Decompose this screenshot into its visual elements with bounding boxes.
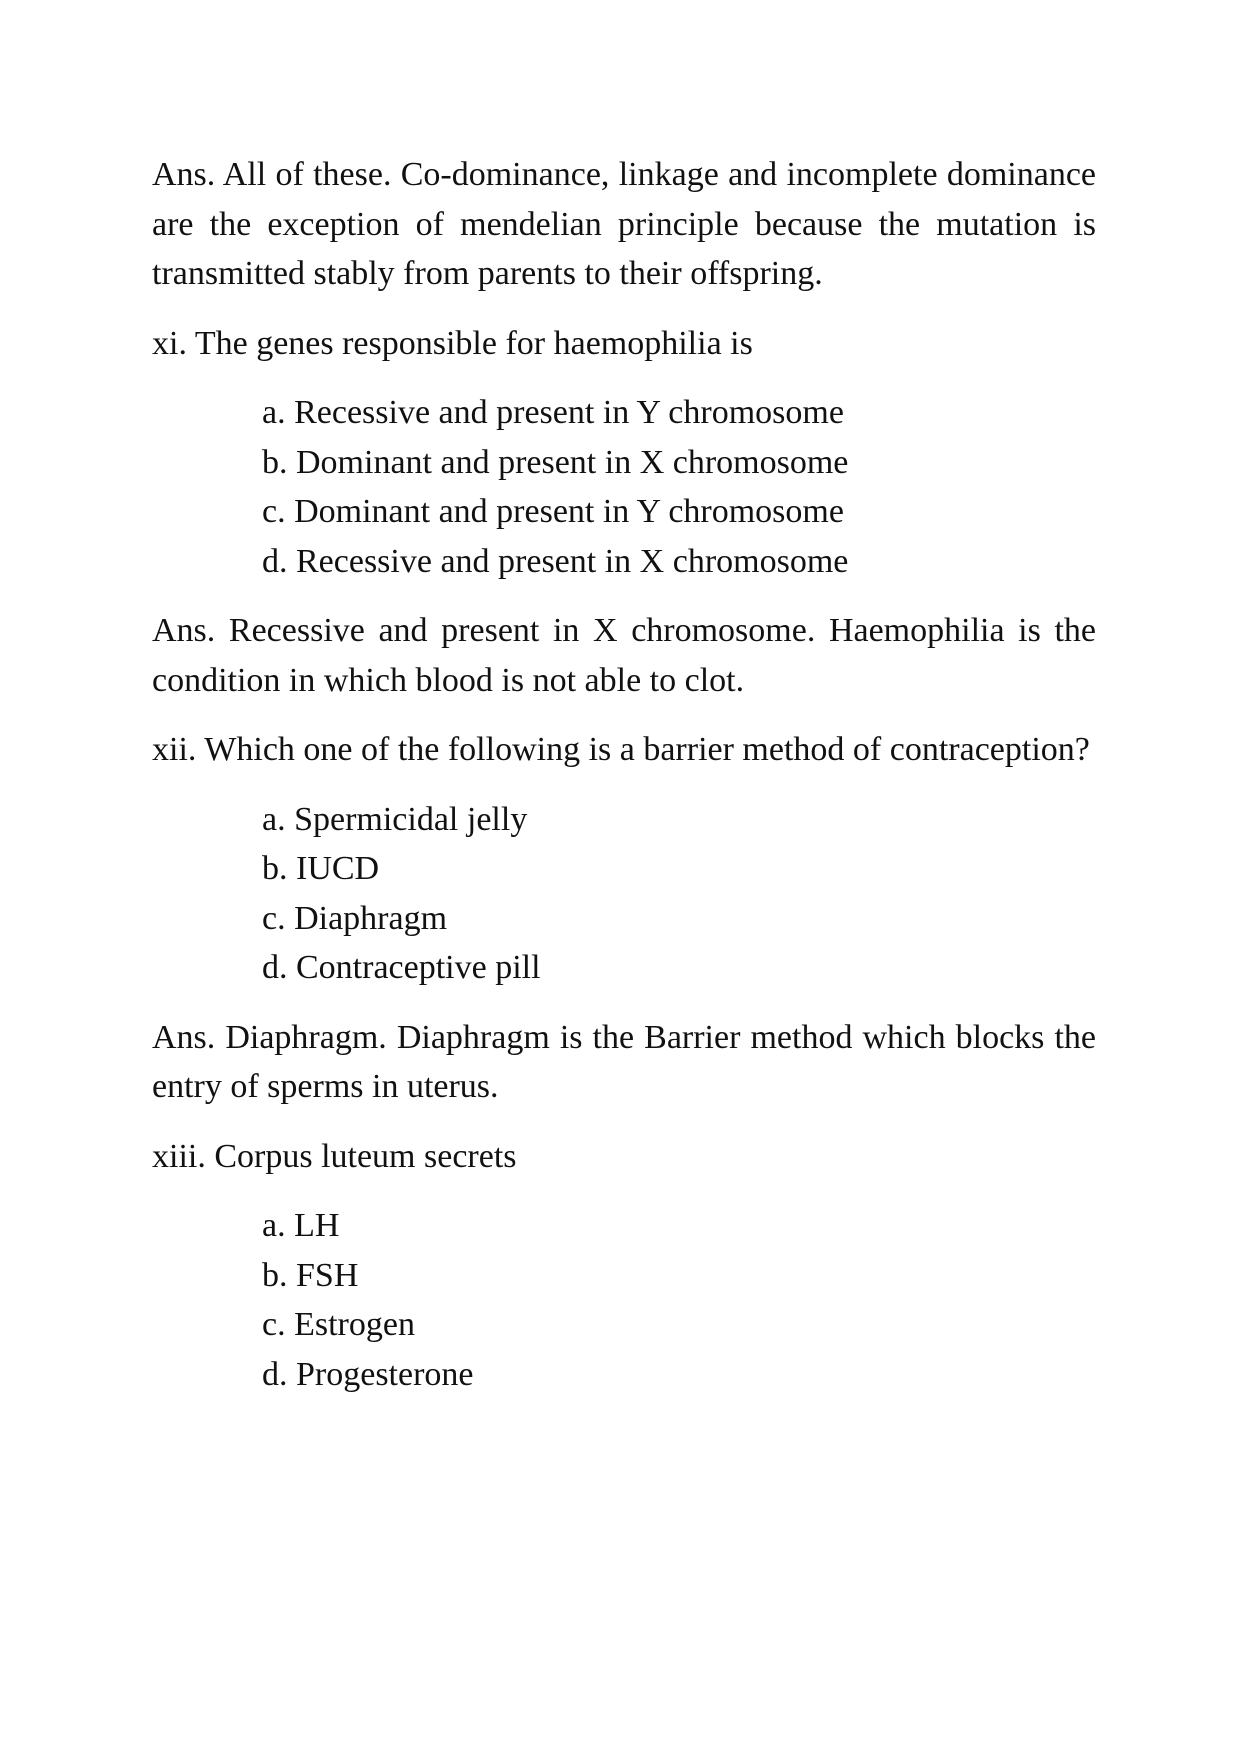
option-text: Dominant and present in X chromosome <box>296 443 849 481</box>
option-xiii-b <box>262 1251 1096 1301</box>
option-letter: a. <box>262 394 286 431</box>
option-text: IUCD <box>296 850 380 887</box>
option-xi-d <box>262 537 1096 587</box>
question-xiii: xiii. Corpus luteum secrets <box>152 1137 517 1175</box>
document-page <box>152 150 1096 1419</box>
option-text: LH <box>294 1207 340 1244</box>
option-letter: c. <box>262 493 286 530</box>
option-letter: b. <box>262 443 288 481</box>
option-text: Contraceptive pill <box>296 949 541 986</box>
option-xii-b <box>262 844 1096 894</box>
option-text: Recessive and present in Y chromosome <box>294 394 844 431</box>
option-text: FSH <box>296 1256 359 1294</box>
question-xi: xi. The genes responsible for haemophilia is <box>152 324 753 362</box>
option-letter: b. <box>262 850 288 887</box>
option-xii-a <box>262 795 1096 845</box>
option-letter: b. <box>262 1256 288 1294</box>
options-xii <box>152 795 1096 993</box>
option-letter: c. <box>262 1306 286 1343</box>
option-letter: d. <box>262 542 288 580</box>
option-xii-c <box>262 894 1096 944</box>
options-xiii <box>152 1201 1096 1399</box>
option-letter: a. <box>262 800 286 838</box>
option-text: Dominant and present in Y chromosome <box>294 493 844 530</box>
option-xi-c <box>262 487 1096 537</box>
option-xiii-d <box>262 1350 1096 1400</box>
answer-x: Ans. All of these. Co-dominance, linkage and incomplete dominance are the exception of mendelian principle because the mutation is transmitted stably from parents to their offspring. <box>152 156 1096 292</box>
option-xi-a <box>262 388 1096 438</box>
option-text: Recessive and present in X chromosome <box>296 542 849 580</box>
option-text: Progesterone <box>296 1355 474 1393</box>
option-text: Estrogen <box>294 1306 415 1343</box>
answer-xii: Ans. Diaphragm. Diaphragm is the Barrier method which blocks the entry of sperms in uterus. <box>152 1018 1096 1105</box>
option-xii-d <box>262 943 1096 993</box>
option-letter: a. <box>262 1207 286 1244</box>
options-xi <box>152 388 1096 586</box>
option-text: Diaphragm <box>294 899 448 937</box>
option-letter: d. <box>262 949 288 986</box>
option-letter: c. <box>262 899 286 937</box>
option-xi-b <box>262 438 1096 488</box>
question-xii: xii. Which one of the following is a barrier method of contraception? <box>152 731 1090 768</box>
option-letter: d. <box>262 1355 288 1393</box>
option-text: Spermicidal jelly <box>294 800 528 838</box>
option-xiii-c <box>262 1300 1096 1350</box>
option-xiii-a <box>262 1201 1096 1251</box>
answer-xi: Ans. Recessive and present in X chromosome. Haemophilia is the condition in which blood is not able to clot. <box>152 612 1096 699</box>
